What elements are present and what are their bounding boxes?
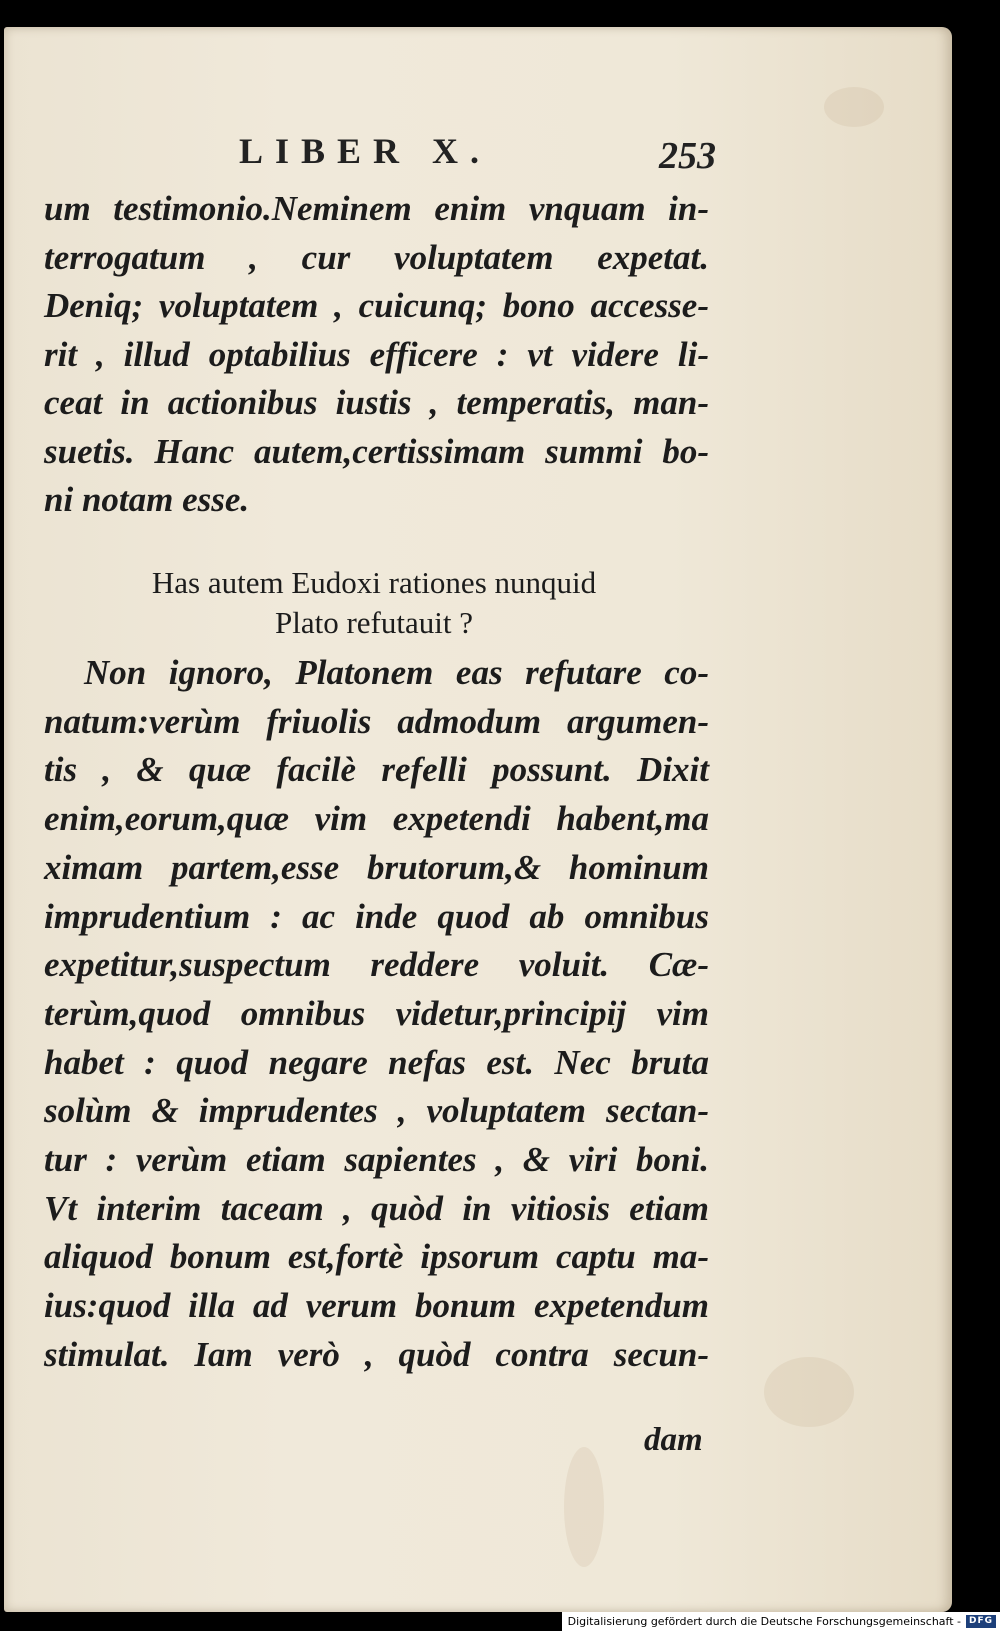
text-line: tur : verùm etiam sapientes , & viri boni. [44,1140,709,1180]
paper-stain [824,87,884,127]
page-number: 253 [659,135,716,177]
text-line: terrogatum , cur voluptatem expetat. [44,237,709,277]
text-line: suetis. Hanc autem,certissimam summi bo- [44,431,709,471]
book-page [4,27,952,1612]
dfg-logo-icon: DFG [966,1615,996,1628]
text-line: natum:verùm friuolis admodum argumen- [44,701,709,741]
text-line: ximam partem,esse brutorum,& hominum [44,847,709,887]
text-line: stimulat. Iam verò , quòd contra secun- [44,1334,709,1374]
paragraph-2 [44,649,709,1380]
text-line: habet : quod negare nefas est. Nec bruta [44,1042,709,1082]
text-line: enim,eorum,quæ vim expetendi habent,ma [44,799,709,839]
page-header [239,130,719,180]
question-heading [64,563,684,643]
question-line: Plato refutauit ? [275,605,473,640]
paragraph-1 [44,185,709,525]
catchword: dam [644,1422,703,1458]
text-line: imprudentium : ac inde quod ab omnibus [44,896,709,936]
text-line: solùm & imprudentes , voluptatem sectan- [44,1091,709,1131]
paper-stain [764,1357,854,1427]
text-line: rit , illud optabilius efficere : vt videre li- [44,334,709,374]
text-line: expetitur,suspectum reddere voluit. Cæ- [44,945,709,985]
text-line: terùm,quod omnibus videtur,principij vim [44,993,709,1033]
text-line: Deniq; voluptatem , cuicunq; bono accesse- [44,286,709,325]
text-line: Vt interim taceam , quòd in vitiosis etiam [44,1188,709,1228]
paper-stain [564,1447,604,1567]
text-line: aliquod bonum est,fortè ipsorum captu ma- [44,1237,709,1277]
running-head: LIBER X. [239,131,492,171]
text-line: ceat in actionibus iustis , temperatis, man- [44,383,709,422]
credit-text: Digitalisierung gefördert durch die Deutsche Forschungsgemeinschaft - [567,1615,961,1628]
text-line: ius:quod illa ad verum bonum expetendum [44,1286,709,1326]
text-line: ni notam esse. [44,480,250,519]
digitization-credit [562,1612,1000,1631]
text-line: um testimonio.Neminem enim vnquam in- [44,189,709,228]
text-line: Non ignoro, Platonem eas refutare co- [84,653,709,692]
question-line: Has autem Eudoxi rationes nunquid [151,565,597,600]
text-line: tis , & quæ facilè refelli possunt. Dixit [44,750,709,790]
